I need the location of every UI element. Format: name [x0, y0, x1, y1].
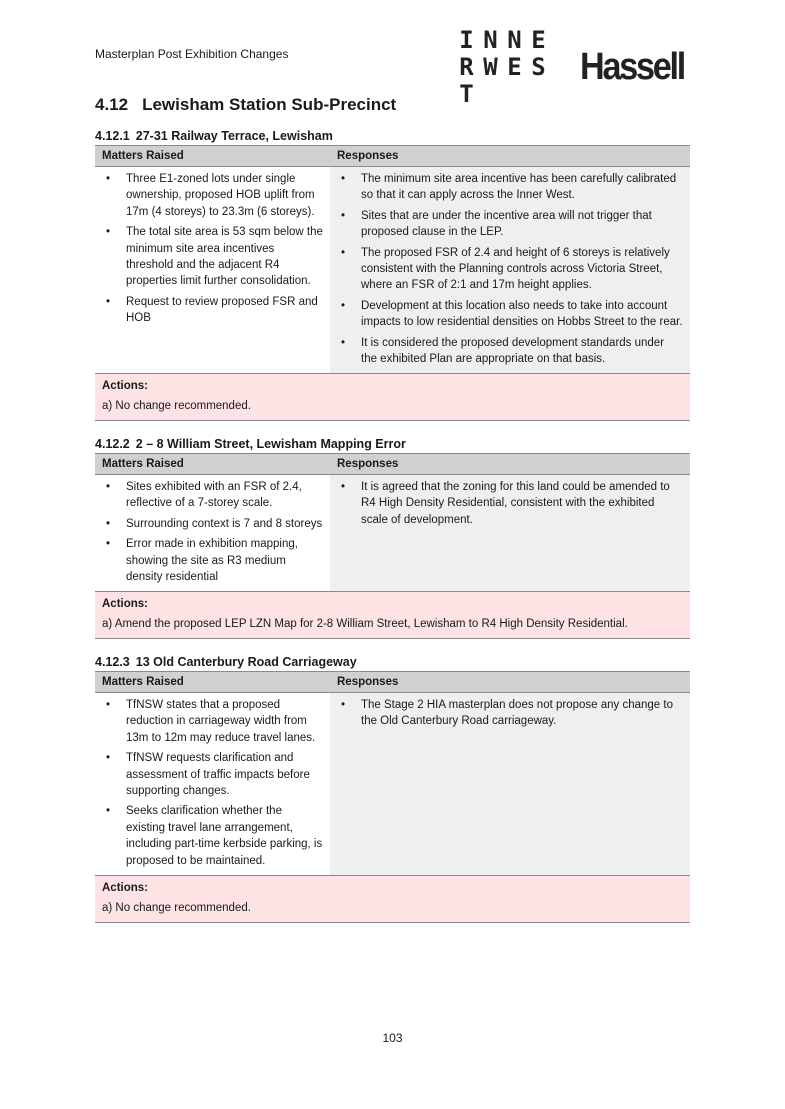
list-item: • TfNSW requests clarification and assessment of traffic impacts before supporting changes. — [102, 750, 323, 799]
list-item: • TfNSW states that a proposed reduction in carriageway width from 13m to 12m may reduce travel lanes. — [102, 697, 323, 746]
responses-column-header: Responses — [330, 146, 690, 167]
actions-row — [95, 876, 690, 923]
header-logos — [456, 28, 696, 106]
logo-letter: E — [531, 26, 545, 54]
matters-cell — [95, 167, 330, 374]
matters-column-header: Matters Raised — [95, 454, 330, 475]
responses-cell — [330, 693, 690, 876]
responses-list — [337, 171, 683, 367]
matters-column-header: Matters Raised — [95, 672, 330, 693]
list-item: • Surrounding context is 7 and 8 storeys — [102, 516, 323, 532]
matters-list — [102, 697, 323, 869]
list-item: • Three E1-zoned lots under single ownership, proposed HOB uplift from 17m (4 storeys) to 23.3m (6 storeys). — [102, 171, 323, 220]
actions-cell — [95, 374, 690, 421]
logo-letter: W — [483, 53, 497, 81]
list-item: • Sites that are under the incentive area will not trigger that proposed clause in the LEP. — [337, 208, 683, 241]
section-4-12-3 — [95, 654, 690, 923]
logo-letter: N — [483, 26, 497, 54]
section-number: 4.12.3 — [95, 655, 130, 669]
document-header-title: Masterplan Post Exhibition Changes — [95, 47, 289, 61]
responses-column-header: Responses — [330, 454, 690, 475]
matters-cell — [95, 475, 330, 592]
actions-row — [95, 374, 690, 421]
page-title-number: 4.12 — [95, 95, 129, 114]
matters-responses-table — [95, 453, 690, 639]
actions-cell — [95, 592, 690, 639]
responses-list — [337, 697, 683, 730]
section-title-text: 13 Old Canterbury Road Carriageway — [135, 655, 357, 669]
actions-label: Actions: — [102, 598, 148, 611]
responses-list — [337, 479, 683, 528]
matters-list — [102, 171, 323, 327]
logo-letter: N — [507, 26, 521, 54]
hassell-logo: Hassell — [580, 45, 685, 88]
list-item: • It is considered the proposed development standards under the exhibited Plan are appropriate on that basis. — [337, 335, 683, 368]
logo-letter: T — [459, 80, 473, 108]
table-header-row — [95, 454, 690, 475]
page-title — [95, 95, 396, 115]
list-item: • It is agreed that the zoning for this land could be amended to R4 High Density Residential, consistent with the exhibited scale of development. — [337, 479, 683, 528]
actions-label: Actions: — [102, 380, 148, 393]
table-row — [95, 693, 690, 876]
responses-cell — [330, 167, 690, 374]
list-item: • Sites exhibited with an FSR of 2.4, reflective of a 7-storey scale. — [102, 479, 323, 512]
logo-letter: E — [507, 53, 521, 81]
list-item: • Seeks clarification whether the existing travel lane arrangement, including part-time kerbside parking, is proposed to be maintained. — [102, 803, 323, 869]
section-4-12-1 — [95, 128, 690, 421]
section-title — [95, 436, 690, 452]
list-item: • The proposed FSR of 2.4 and height of 6 storeys is relatively consistent with the Planning controls across Victoria Street, where an FSR of 2:1 and 17m height applies. — [337, 245, 683, 294]
action-text: a) Amend the proposed LEP LZN Map for 2-8 William Street, Lewisham to R4 High Density Residential. — [102, 618, 628, 631]
list-item: • The total site area is 53 sqm below the minimum site area incentives threshold and the adjacent R4 properties limit further consolidation. — [102, 224, 323, 290]
logo-letter: S — [531, 53, 545, 81]
table-row — [95, 167, 690, 374]
actions-label: Actions: — [102, 882, 148, 895]
list-item: • Development at this location also needs to take into account impacts to low residential densities on Hobbs Street to the rear. — [337, 298, 683, 331]
list-item: • Error made in exhibition mapping, showing the site as R3 medium density residential — [102, 536, 323, 585]
inner-west-logo — [456, 28, 548, 106]
table-header-row — [95, 672, 690, 693]
matters-cell — [95, 693, 330, 876]
responses-cell — [330, 475, 690, 592]
section-4-12-2 — [95, 436, 690, 639]
list-item: • The minimum site area incentive has been carefully calibrated so that it can apply across the Inner West. — [337, 171, 683, 204]
actions-row — [95, 592, 690, 639]
action-text: a) No change recommended. — [102, 400, 251, 413]
matters-responses-table — [95, 671, 690, 923]
table-header-row — [95, 146, 690, 167]
matters-column-header: Matters Raised — [95, 146, 330, 167]
action-text: a) No change recommended. — [102, 902, 251, 915]
list-item: • The Stage 2 HIA masterplan does not propose any change to the Old Canterbury Road carriageway. — [337, 697, 683, 730]
section-title — [95, 654, 690, 670]
matters-responses-table — [95, 145, 690, 421]
section-title — [95, 128, 690, 144]
matters-list — [102, 479, 323, 585]
logo-letter: I — [459, 26, 473, 54]
section-title-text: 2 – 8 William Street, Lewisham Mapping Error — [135, 437, 406, 451]
section-number: 4.12.1 — [95, 129, 130, 143]
actions-cell — [95, 876, 690, 923]
section-number: 4.12.2 — [95, 437, 130, 451]
page-title-text: Lewisham Station Sub-Precinct — [142, 95, 397, 114]
table-row — [95, 475, 690, 592]
page-number: 103 — [382, 1031, 403, 1045]
logo-letter: R — [459, 53, 473, 81]
section-title-text: 27-31 Railway Terrace, Lewisham — [135, 129, 333, 143]
list-item: • Request to review proposed FSR and HOB — [102, 294, 323, 327]
responses-column-header: Responses — [330, 672, 690, 693]
